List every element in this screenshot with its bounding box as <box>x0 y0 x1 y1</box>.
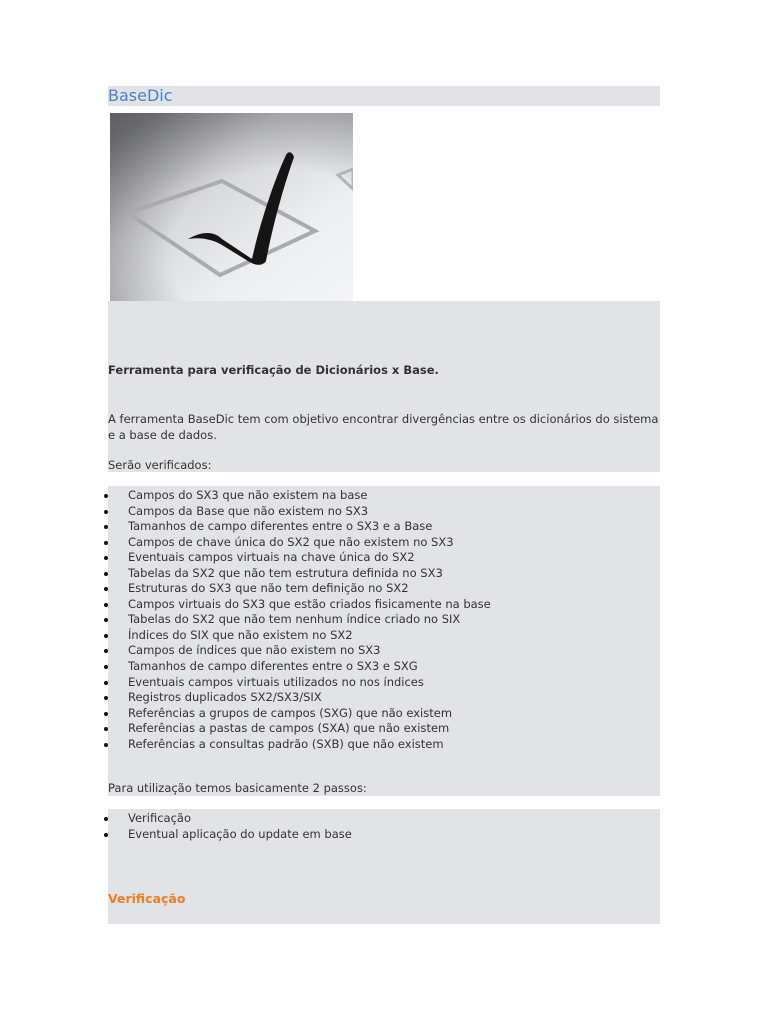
list-item: Campos virtuais do SX3 que estão criados fisicamente na base <box>108 597 660 613</box>
intro-block <box>108 301 660 472</box>
list-item: Tabelas do SX2 que não tem nenhum índice criado no SIX <box>108 612 660 628</box>
checked-label: Serão verificados: <box>108 458 212 472</box>
bullet-icon <box>104 681 108 685</box>
bullet-icon <box>104 727 108 731</box>
intro-paragraph: A ferramenta BaseDic tem com objetivo encontrar divergências entre os dicionários do sistema e a base de dados. <box>108 412 659 442</box>
list-item: Campos de índices que não existem no SX3 <box>108 643 660 659</box>
checkmark-icon <box>110 113 353 301</box>
bullet-icon <box>104 494 108 498</box>
list-item: Tamanhos de campo diferentes entre o SX3 e SXG <box>108 659 660 675</box>
list-item: Tamanhos de campo diferentes entre o SX3 e a Base <box>108 519 660 535</box>
list-item: Eventual aplicação do update em base <box>108 827 660 843</box>
list-item: Eventuais campos virtuais na chave única do SX2 <box>108 550 660 566</box>
title-band <box>108 86 660 106</box>
list-item: Referências a grupos de campos (SXG) que não existem <box>108 706 660 722</box>
bullet-icon <box>104 541 108 545</box>
list-item: Campos de chave única do SX2 que não existem no SX3 <box>108 535 660 551</box>
bullet-icon <box>104 525 108 529</box>
bullet-icon <box>104 665 108 669</box>
bullet-icon <box>104 817 108 821</box>
list-item: Referências a pastas de campos (SXA) que não existem <box>108 721 660 737</box>
list-item: Registros duplicados SX2/SX3/SIX <box>108 690 660 706</box>
list-item: Eventuais campos virtuais utilizados no nos índices <box>108 675 660 691</box>
section-heading-verificacao: Verificação <box>108 891 186 906</box>
bullet-icon <box>104 572 108 576</box>
bullet-icon <box>104 556 108 560</box>
bullet-icon <box>104 743 108 747</box>
checks-list <box>108 488 660 752</box>
bullet-icon <box>104 833 108 837</box>
checks-block <box>108 486 660 796</box>
list-item: Campos do SX3 que não existem na base <box>108 488 660 504</box>
list-item: Verificação <box>108 811 660 827</box>
intro-heading: Ferramenta para verificação de Dicionários x Base. <box>108 363 439 377</box>
list-item: Índices do SIX que não existem no SX2 <box>108 628 660 644</box>
checkmark-photo <box>110 113 353 301</box>
list-item: Referências a consultas padrão (SXB) que não existem <box>108 737 660 753</box>
steps-list <box>108 811 660 842</box>
list-item: Estruturas do SX3 que não tem definição no SX2 <box>108 581 660 597</box>
bullet-icon <box>104 649 108 653</box>
bullet-icon <box>104 634 108 638</box>
bullet-icon <box>104 696 108 700</box>
list-item: Campos da Base que não existem no SX3 <box>108 504 660 520</box>
bullet-icon <box>104 587 108 591</box>
list-item: Tabelas da SX2 que não tem estrutura definida no SX3 <box>108 566 660 582</box>
steps-intro: Para utilização temos basicamente 2 passos: <box>108 781 367 795</box>
page-title: BaseDic <box>108 86 173 105</box>
steps-block <box>108 809 660 924</box>
bullet-icon <box>104 510 108 514</box>
bullet-icon <box>104 603 108 607</box>
bullet-icon <box>104 712 108 716</box>
bullet-icon <box>104 618 108 622</box>
